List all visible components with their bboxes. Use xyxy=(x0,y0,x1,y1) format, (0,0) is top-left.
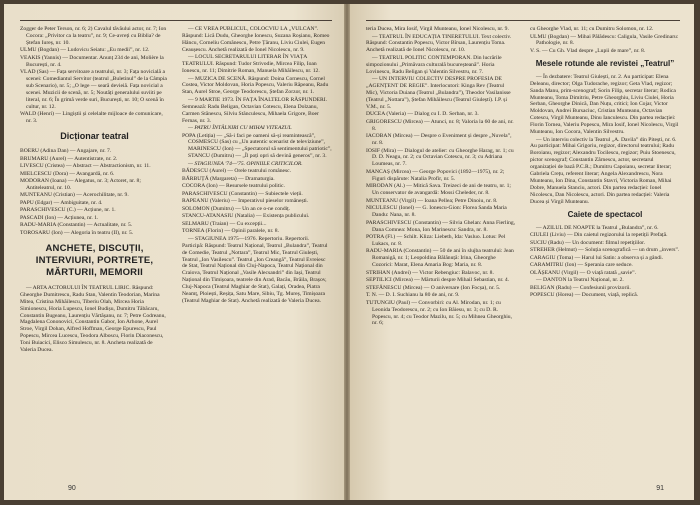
list-item: — STAGIUNEA '74—'75. OPINIILE CRITICILOR. xyxy=(188,160,303,167)
list-item: — AZILUL DE NOAPTE la Teatrul „Bulandra”, nr. 6. xyxy=(536,224,659,231)
list-item: BĂRBUȚĂ (Margareta) — Dramaturgia. xyxy=(182,175,275,182)
right-column-2 xyxy=(530,26,680,300)
list-item: — 9 MARTIE 1973. ÎN FAȚA ÎNALTELOR RĂSPUNDERI. Semnează: Radu Beligan, Octavian Cotescu, Elena Dolzanu, Carmen Stănescu, Silviu Stănculescu, Mihaela Grigore, Boer Fernas, nr. 3. xyxy=(182,96,328,124)
list-item: PARASCHIVESCU (Constantin) — Silvia Ghelan: Anna Fierling, Dana Comnea: Mona, Ion Marinescu: Sandra, nr. 8. xyxy=(366,219,516,233)
list-item: — UN INTERVIU COLECTIV DESPRE PROFESIA DE „AGENȚENT DE REGIE”. Interlocutori: Kinga Rev (Teatrul Mic), Victoria Duiana (Teatrul „Bulandra”), Theodor Vasilanisse (Teatrul „Nottara”), Ștefan Mihăilescu (Teatrul Giulești). I.P. și V.M., nr. 5. xyxy=(366,76,511,110)
list-item: ULMU (Bogdan) — Mihai Pălădescu: Caligula, Vasile Gredinaru: Pathologie, nr. 8. xyxy=(530,33,679,47)
caiete-heading: Caiete de spectacol xyxy=(567,209,643,219)
anchete-heading: ANCHETE, DISCUȚII, INTERVIURI, PORTRETE, MĂRTURII, MEMORII xyxy=(35,242,154,278)
list-item: CARAGIU (Toma) — Harul lui Satin: a observa și a gândi. xyxy=(530,254,664,261)
list-item: SELMARU (Traian) — Cu excepții... xyxy=(182,220,267,227)
list-item: V. S. — Cu Gh. Vlad despre „Lupii de mare”, nr. 8. xyxy=(530,47,646,54)
left-column-2 xyxy=(182,26,332,305)
list-item: BRUMARU (Aurel) — Autentistrate, nr. 2. xyxy=(20,155,118,162)
dictionary-heading: Dicționar teatral xyxy=(60,131,129,142)
list-item: CARAMITRU (Ion) — Sperania care seduce. xyxy=(530,262,633,269)
continuation-list xyxy=(20,26,169,125)
list-item: cu Gheorghe Vlad, nr. 11; cu Dumitru Solomon, nr. 12. xyxy=(530,26,654,32)
list-item: VLAD (Sas) — Fața servitoare a teatrului, nr. 3; Fața novicială a scenei: Comediantul Servitor (teatrul „Buletinul” de la Câmpia sub Scenario), nr. 5; „O lege — seară devieiă. Fața novicial a scenei. Muzicii de scenă, nr. 5; Noutăți generalului suviiti pe literal, nr. 6; În grimă verde suri, București, nr. 10; O scenă în cultur, nr. 12. xyxy=(20,69,167,110)
list-item: MIRODAN (Al.) — Mitică Sava. Treizeci de ani de teatru, nr. 1; Un conservator de avangardă: Mossi Cheleder, nr. 8. xyxy=(366,183,511,197)
continuation-list xyxy=(530,26,680,55)
list-item: teria Ducea, Mira Iosif, Virgil Munteanu, Ionel Nicolescu, nr. 9. xyxy=(366,26,509,32)
list-item: MUNTEANU (Cristian) — Acerochilitate, nr. 9. xyxy=(20,192,129,199)
list-item: — STAGIUNEA 1975—1976. Repertoriu. Repertorii. Participă: Răspund: Teatrul Național, Teatrul „Bulandra”, Teatrul de Comedie, Teatrul „Nottara”, Teatrul Mic, Teatrul Giulești, Teatrul „Ion Vasilescu”. Teatrul „Ion Creangă”, Teatrul Evreiesc de Stat, Teatrul Național din Cluj-Napoca, Teatrul Național din Craiova, Teatrul Național „Vasile Alecsandri” din Iași, Teatrul Național din Timișoara, teatrele din Arad, Bacău, Brăila, Brașov, Cluj-Napoca (Teatrul Maghiar de Stat), Galați, Oradea, Piatra Neamț, Ploiești, Reșița, Satu Mare, Sibiu, Tg. Mureș, Timișoara (Teatrul Maghiar de Stat). Anchetă realizată de Valeria Ducea. xyxy=(182,235,328,304)
list-item: — În dezbatere: Teatrul Giulești, nr. 2. Au participat: Elena Deleanu, director; Olga Tudorache, regizor; Geta Vlad, regizor; Sanda Manu, prim-scenograf; Sorin Filip, secretar literar; Rodica Munteanu, Toma Dimitriu, Petre Gheorghiu, Liviu Ciulei, Horia Serban, Gheorghe Dinică, Dan Nuțu, critici; Ion Cojar, Victor Moldovan, Andrei Bursaciuc, Cristian Munteanu, Octavian Cotescu, Virgil Munteanu, Dinu Ianculescu. Din partea redacției: Florin Tornea, Valeriu Popescu, Mira Iosif, Ionel Nicolescu, Virgil Munteanu, Ion Cocora, Valentin Silvestru. xyxy=(530,73,679,136)
list-item: COCORA (Ion) — Resursele teatrului politic. xyxy=(182,183,285,190)
list-item: PAPU (Edgar) — Ambiguitate, nr. 4. xyxy=(20,199,103,206)
list-item: PARASCHIVESCU (Constantin) — Subiectele vieții. xyxy=(182,190,303,197)
mese-rotunde-list xyxy=(530,74,680,206)
page-number-left: 90 xyxy=(68,485,76,492)
list-item: — ARTA ACTORULUI ÎN TEATRUL LIRIC. Răspund: Gheorghe Dumitrescu, Radu Stan, Valentin Teodorian, Marina Mitea, Cristina Mihăilescu, Tiberiu Olah, Mircea Horia Simionescu, Horia Lupescu, Ionel Budișu, Dumitru Tăbăcaru, Constantin Bugeanu, Laurențiu Vărtășanu, nr. 7; Petre Codreanu, Magdalena Cononovici, Constantin Gabor, Ion Arhone, Aurel Stroe, Virgil Dohan, Alfred Hoffman, George Epurescu, Paul Popescu, Mircea Lucescu, Teodora Alboscu, Florin Diaconescu, Toni Buiacici, Elisco Simulescu, nr. 8. Ancheta realizată de Valeria Ducea. xyxy=(20,284,166,354)
list-item: IACOBAN (Mircea) — Despre o Eveniment și despre „Nuvela”, nr. 8. xyxy=(366,133,512,147)
list-item: RADU-MARIA (Constantin) — 50 de ani în slujba teatrului: Jean Romanigă, nr. 1; Leopoldina Bălănuță: Irina, Gheorghe Cozorici: Marat, Elena Amaria Bog: Maria, nr. 8. xyxy=(366,248,514,269)
list-item: CIULEI (Liviu) — Din caietul regizorului la repetiții Prefață. xyxy=(530,232,668,239)
list-item: SEPTILICI (Mircea) — Mărturii despre Mihail Sebastian, nr. 4. xyxy=(366,277,510,284)
list-item: VEAKIS (Yannis) — Documentar. Anunț 234 de ani, Molière la București, nr. 4. xyxy=(20,54,164,68)
list-item: TORNEA (Florin) — Opinii paralele, nr. 8. xyxy=(182,228,279,235)
list-item: Zogger de Peter Terson, nr. 6; 2) Cavalul tăvăului actor, nr. 7; Ion Cocora: „Privitor ca la teatru”, nr. 9; Ce-avreți cu Biblia? de Ștefan Iureș, nr. 10. xyxy=(20,26,167,46)
list-item: T. N. — D. I. Suchianu la 80 de ani, nr. 9. xyxy=(366,292,460,299)
list-item: — LOCUL SECRETARULUI LITERAR ÎN VIAȚA TEATRULUI. Răspund: Tudor Strivodie, Mircea Filip, Ioan Ionescu, nr. 11; Dimitrie Roman, Manuela Mihăilescu, nr. 12. xyxy=(182,54,320,75)
list-item: MUNTEANU (Virgil) — Ioana Pellea; Petre Dinoiu, nr. 8. xyxy=(366,197,498,204)
list-item: MODORAN (Ioana) — Alegatus, nr. 3; Actoret, nr. 8; Antiteleatrul, nr. 10. xyxy=(20,178,141,191)
list-item: SUCIU (Radu) — Un document: filmul repetițiilor. xyxy=(530,239,646,246)
list-item: ULMU (Bogdan) — Ludovicu Seiatu: „Eu medii”, nr. 12. xyxy=(20,47,150,54)
list-item: — TEATRUL ÎN EDUCAȚIA TINERETULUI. Text colectiv. Răspund: Constantin Popescu, Victor Bîrsan, Laurențiu Toma. Anchetă realizată de Ionel Nicolescu, nr. 10. xyxy=(366,33,512,54)
header-rule xyxy=(20,20,332,21)
list-item: GRIGORESCU (Mircea) — Atunci, nr. 8; Valoria la 60 de ani, nr. 8. xyxy=(366,118,514,132)
list-item: IOSIF (Mira) — Dialogul de atelier: cu Gheorghe Harag, nr. 1; cu D. D. Neagu, nr. 2; cu Octavian Cotescu, nr. 3; cu Adriana Loumeas, nr. 7. xyxy=(366,147,514,168)
list-item: — PATRU ÎNTÂLNIRI CU MIHAI VITEAZUL xyxy=(188,125,292,132)
list-item: — DANTON la Teatrul Național, nr. 2. xyxy=(536,277,624,284)
dictionary-list xyxy=(20,148,169,237)
left-column-1 xyxy=(20,26,169,355)
list-item: — Un interviu colectiv la Teatrul „A. Davila” din Pitești, nr. 6. Au participat: Mihai Grigoriu, regizor, directorul teatrului; Radu Boroianu, regizor; Alexandru Tocilescu, regizor; Puiu Stoenescu, pictor scenograf; Constantin Zărnescu, actor, secretarul organizației de bază P.C.R.; Dumitru Capoianu, secretar literar; Gabriela Crețu, referent literar; Angela Alexandrescu, Nora Munteanu, Ion Dina, Constantin Stavri, Victoria Roman, Mihai Dobre, Manuela Stanciu, actori. Din partea redacției: Ionel Nicolescu, Dan Nicolescu, actori. Din partea redacției: Valeria Ducea și Virgil Munteanu. xyxy=(530,136,677,205)
list-item: POPA (Letiția) — „Să-i faci pe oameni să-și reamintească”, COSMESCU (Sas) cu „Un autentic scenarist de televiziune”, MARINESCU (Ion) — „Spectatorul să sentimentului patriotic”, STANCU (Dumitru) — „Îl poți opri să devină generos”, nr. 3. xyxy=(182,132,332,160)
header-rule xyxy=(366,20,680,21)
list-item: STEFĂNESCU (Mircea) — O aniversare (Ion Focșa), nr. 5. xyxy=(366,284,501,291)
list-item: BELIGAN (Radu) — Confesiunii provizorii. xyxy=(530,284,631,291)
list-item: RADU-MARIA (Constantin) — Actualitate, nr. 5. xyxy=(20,222,133,229)
list-item: POTRA (Fl.) — Schilt. Kliza: Liebeth, Ida: Vasluo. Lotus: Pel Lukacs, nr. 8. xyxy=(366,234,506,247)
list-item: BOERU (Adina Dan) — Angajare, nr. 7. xyxy=(20,148,112,155)
list-item: BĂDESCU (Aurel) — Orele teatrului românesc. xyxy=(182,168,292,175)
anchete-list xyxy=(20,285,169,354)
right-page xyxy=(350,4,694,500)
list-item: — MUZICA DE SCENĂ. Răspund: Doina Cornescu, Cornel Costea, Victor Moldovan, Horia Popescu, Valeriu Răpeanu, Radu Stan, Aurel Stroe, George Teodorescu, Ștefan Zorzor, nr. 1. xyxy=(182,75,329,96)
list-item: — CE VREA PUBLICUL, COLOCVIU LA „VULCAN”. Răspund: Lică Dudu, Gheorghe Ionescu, Suzana Roșianu, Romeo Hâncu, Corneliu Comănescu, Petre Țăranu, Liviu Ciulei, Eugen Ceaușescu. Anchetă realizată de Ionel Nicolescu, nr. 9. xyxy=(182,26,330,53)
list-item: NICULESCU (Ionel) — G. Ionescu-Gion: Florea Sanda Maria Dandu: Nana, nr. 8. xyxy=(366,205,507,219)
list-item: STRIHAN (Andrei) — Victor Rebengiuc: Balavoc, nr. 8. xyxy=(366,269,494,276)
left-page xyxy=(4,4,344,500)
list-item: LIVESCU (Cristea) — Abstract — Abstractionism, nr. 11. xyxy=(20,163,151,170)
list-item: PASCADI (Ion) — Acțiunea, nr. 1. xyxy=(20,214,99,221)
list-item: DUCEA (Valeria) — Dialog cu I. D. Serban, nr. 3. xyxy=(366,111,479,118)
list-item: STREHER (Helmut) — Soluția scenografică — un drum „invers”. xyxy=(530,247,680,254)
list-item: TOROSARU (Ion) — Alegoria în teatru (II), nr. 5. xyxy=(20,229,134,236)
list-item: PARASCHIVESCU (C.) — Acțiune, nr. 1. xyxy=(20,207,116,214)
list-item: TUTUNGIU (Paul) — Convorbiri: cu Al. Mirodan, nr. 1; cu Leonida Teodorescu, nr. 2; cu Ion Băiesu, nr. 3; cu D. R. Popescu, nr. 4; cu Teodor Mazilu, nr. 5; cu Mihnea Gheorghiu, nr. 6; xyxy=(366,299,512,327)
page-number-right: 91 xyxy=(656,485,664,492)
list-item: MIELCESCU (Dora) — Avangardă, nr. 6. xyxy=(20,170,115,177)
list-item: POPESCU (Horea) — Document, viață, replică. xyxy=(530,292,639,299)
list-item: RAPEANU (Valeriu) — Imperativul pieselor românești. xyxy=(182,198,309,205)
mese-rotunde-heading: Mesele rotunde ale revistei „Teatrul” xyxy=(535,58,675,68)
caiete-list xyxy=(530,225,680,299)
list-item: SOLOMON (Dumitru) — Un an ce o-ne condiț. xyxy=(182,205,291,212)
list-item: MANCAȘ (Mircea) — George Popovici (1892—1975), nr. 2; Figuri dispărute: Natalia Profir, nr. 5. xyxy=(366,168,505,182)
right-column-1 xyxy=(366,26,516,328)
list-item: STANCU-ATANASIU (Natalia) — Existența publicului. xyxy=(182,213,310,220)
list-item: OLĂȘEANU (Virgil) — O viață ratată „savie”. xyxy=(530,269,636,276)
list-item: WALD (Henri) — Lingiștii și celelalte mijloace de comunicare, nr. 3. xyxy=(20,111,163,125)
list-item: — TEATRUL POLITIC CONTEMPORAN. Din lucrările simpozionului „Primăvara culturală bucureșteană”. Horia Lovinescu, Radu Beligan și Valentin Silvestru, nr. 7. xyxy=(366,54,502,75)
